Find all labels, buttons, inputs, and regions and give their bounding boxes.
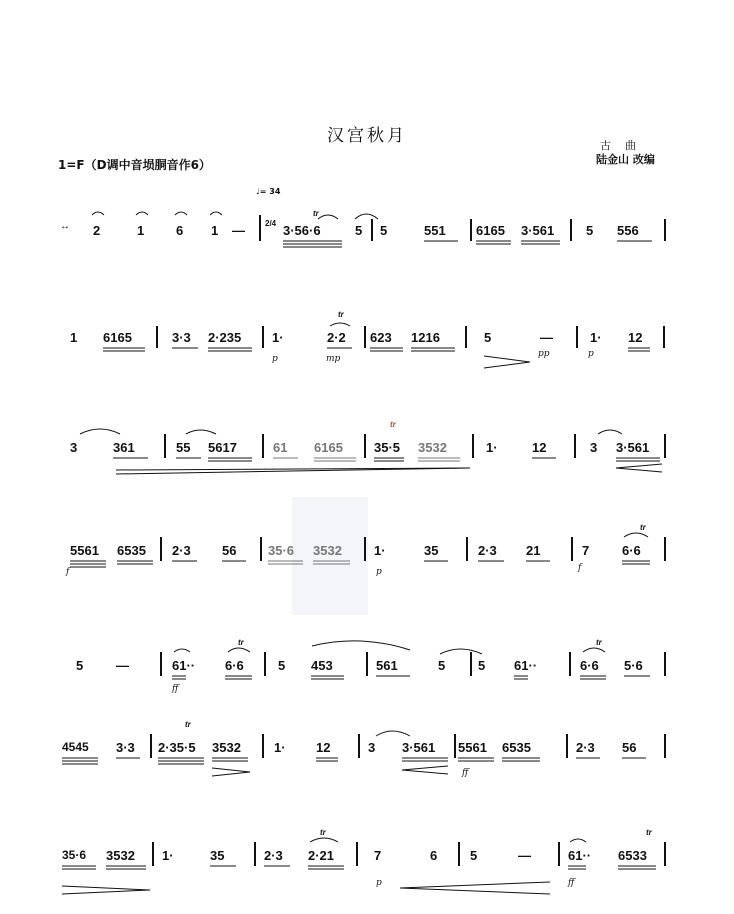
staff-line-2 xyxy=(0,310,734,398)
line6-underlines xyxy=(0,722,734,786)
note-group: 56 xyxy=(622,740,637,755)
line4-underlines xyxy=(0,525,734,585)
note-group: 6·6 xyxy=(225,658,244,673)
dash: — xyxy=(116,658,129,673)
note-group: 5617 xyxy=(208,440,237,455)
dynamic-mp: mp xyxy=(326,354,341,364)
note: 5 xyxy=(438,658,446,673)
time-signature: 2/4 xyxy=(265,219,277,228)
note: 3 xyxy=(368,740,376,755)
note: 6 xyxy=(430,848,438,863)
note: 5 xyxy=(478,658,486,673)
note-group: 3532 xyxy=(418,440,447,455)
origin-label: 古曲 xyxy=(600,139,650,152)
note-group: 12 xyxy=(532,440,547,455)
note-group: 556 xyxy=(617,223,639,238)
staff-line-3 xyxy=(0,420,734,500)
note: 2 xyxy=(93,223,101,238)
staff-line-6 xyxy=(0,722,734,802)
trill-mark: tr xyxy=(390,420,396,429)
note-group: 61 xyxy=(273,440,288,455)
note: 3 xyxy=(70,440,78,455)
note-group: 2·35·5 xyxy=(158,740,196,755)
line3-underlines xyxy=(0,420,734,490)
note-group: 1216 xyxy=(411,330,440,345)
note-group: 3532 xyxy=(313,543,342,558)
note-group: 61·· xyxy=(568,848,592,863)
note-group: 3·561 xyxy=(616,440,650,455)
staff-line-1 xyxy=(0,205,734,285)
line5-underlines xyxy=(0,640,734,700)
note-group: 551 xyxy=(424,223,446,238)
note-group: 2·21 xyxy=(308,848,335,863)
note-group: 2·2 xyxy=(327,330,346,345)
line7-underlines xyxy=(0,830,734,910)
line2-underlines xyxy=(0,318,734,378)
note: 5 xyxy=(484,330,492,345)
note-group: 6165 xyxy=(103,330,132,345)
note-group: 3·561 xyxy=(402,740,436,755)
note: 5 xyxy=(586,223,594,238)
dynamic-p: p xyxy=(272,354,278,364)
staff-line-7 xyxy=(0,830,734,910)
note-group: 21 xyxy=(526,543,541,558)
dynamic-pp: pp xyxy=(538,349,550,359)
note-group: 61·· xyxy=(514,658,538,673)
note: 5 xyxy=(380,223,388,238)
note-group: 623 xyxy=(370,330,392,345)
trill-mark: tr xyxy=(185,720,191,729)
note-group: 12 xyxy=(316,740,331,755)
note: 3 xyxy=(590,440,598,455)
note-group: 35·6 xyxy=(268,543,295,558)
trill-mark: tr xyxy=(596,638,602,647)
note: 1 xyxy=(70,330,78,345)
note: 1· xyxy=(162,848,174,863)
note: 5 xyxy=(278,658,286,673)
note-group: 3·56·6 xyxy=(283,223,321,238)
note-group: 453 xyxy=(311,658,333,673)
note: 1 xyxy=(137,223,145,238)
note-group: 6165 xyxy=(476,223,505,238)
note-group: 12 xyxy=(628,330,643,345)
note-group: 6·6 xyxy=(580,658,599,673)
note-group: 5561 xyxy=(458,740,487,755)
note: 5 xyxy=(76,658,84,673)
note-group: 35·6 xyxy=(62,848,87,862)
note-group: 561 xyxy=(376,658,398,673)
note: 1· xyxy=(374,543,386,558)
staff-line-4 xyxy=(0,525,734,605)
dynamic-ff: ff xyxy=(462,768,469,778)
note-group: 35 xyxy=(210,848,225,863)
note-group: 3·3 xyxy=(172,330,191,345)
note: 6 xyxy=(176,223,184,238)
note: 7 xyxy=(374,848,382,863)
trill-mark: tr xyxy=(313,209,319,218)
note-group: 6535 xyxy=(117,543,146,558)
dynamic-p: p xyxy=(588,349,594,359)
note-group: 3532 xyxy=(106,848,135,863)
tempo-marking: ♩= 34 xyxy=(256,187,281,196)
dash: — xyxy=(540,330,553,345)
note-group: 6165 xyxy=(314,440,343,455)
note-group: 2·3 xyxy=(478,543,497,558)
line1-underlines xyxy=(0,205,734,265)
note: 1· xyxy=(486,440,498,455)
note-group: 4545 xyxy=(62,740,89,754)
arrow-mark: ↔ xyxy=(60,221,70,232)
trill-mark: tr xyxy=(640,523,646,532)
dynamic-p: p xyxy=(376,567,382,577)
trill-mark: tr xyxy=(646,828,652,837)
note-group: 35·5 xyxy=(374,440,401,455)
note-group: 3·3 xyxy=(116,740,135,755)
dynamic-f: f xyxy=(66,567,70,577)
note-group: 3·561 xyxy=(521,223,555,238)
note-group: 5561 xyxy=(70,543,99,558)
dynamic-p: p xyxy=(376,878,382,888)
note-group: 5·6 xyxy=(624,658,643,673)
note-group: 2·235 xyxy=(208,330,242,345)
arranger-label: 陆金山 改编 xyxy=(596,153,655,166)
trill-mark: tr xyxy=(338,310,344,319)
dynamic-f: f xyxy=(578,563,582,573)
note: 1· xyxy=(274,740,286,755)
note: 1 xyxy=(211,223,219,238)
note-group: 6·6 xyxy=(622,543,641,558)
note-group: 2·3 xyxy=(264,848,283,863)
note-group: 56 xyxy=(222,543,237,558)
note-group: 35 xyxy=(424,543,439,558)
note-group: 55 xyxy=(176,440,191,455)
note-group: 61·· xyxy=(172,658,196,673)
note-group: 3532 xyxy=(212,740,241,755)
note: 1· xyxy=(272,330,284,345)
note-group: 361 xyxy=(113,440,135,455)
note: 1· xyxy=(590,330,602,345)
note: 5 xyxy=(355,223,363,238)
dynamic-ff: ff xyxy=(568,878,575,888)
note-group: 6533 xyxy=(618,848,647,863)
staff-line-5 xyxy=(0,640,734,720)
piece-title: 汉宫秋月 xyxy=(327,126,407,146)
note-group: 6535 xyxy=(502,740,531,755)
key-signature: 1=F（D调中音埙胴音作6） xyxy=(58,158,211,172)
dash: — xyxy=(232,223,245,238)
note-group: 2·3 xyxy=(576,740,595,755)
trill-mark: tr xyxy=(238,638,244,647)
dynamic-ff: ff xyxy=(172,684,179,694)
note-group: 2·3 xyxy=(172,543,191,558)
note: 7 xyxy=(582,543,590,558)
dash: — xyxy=(518,848,531,863)
note: 5 xyxy=(470,848,478,863)
trill-mark: tr xyxy=(320,828,326,837)
